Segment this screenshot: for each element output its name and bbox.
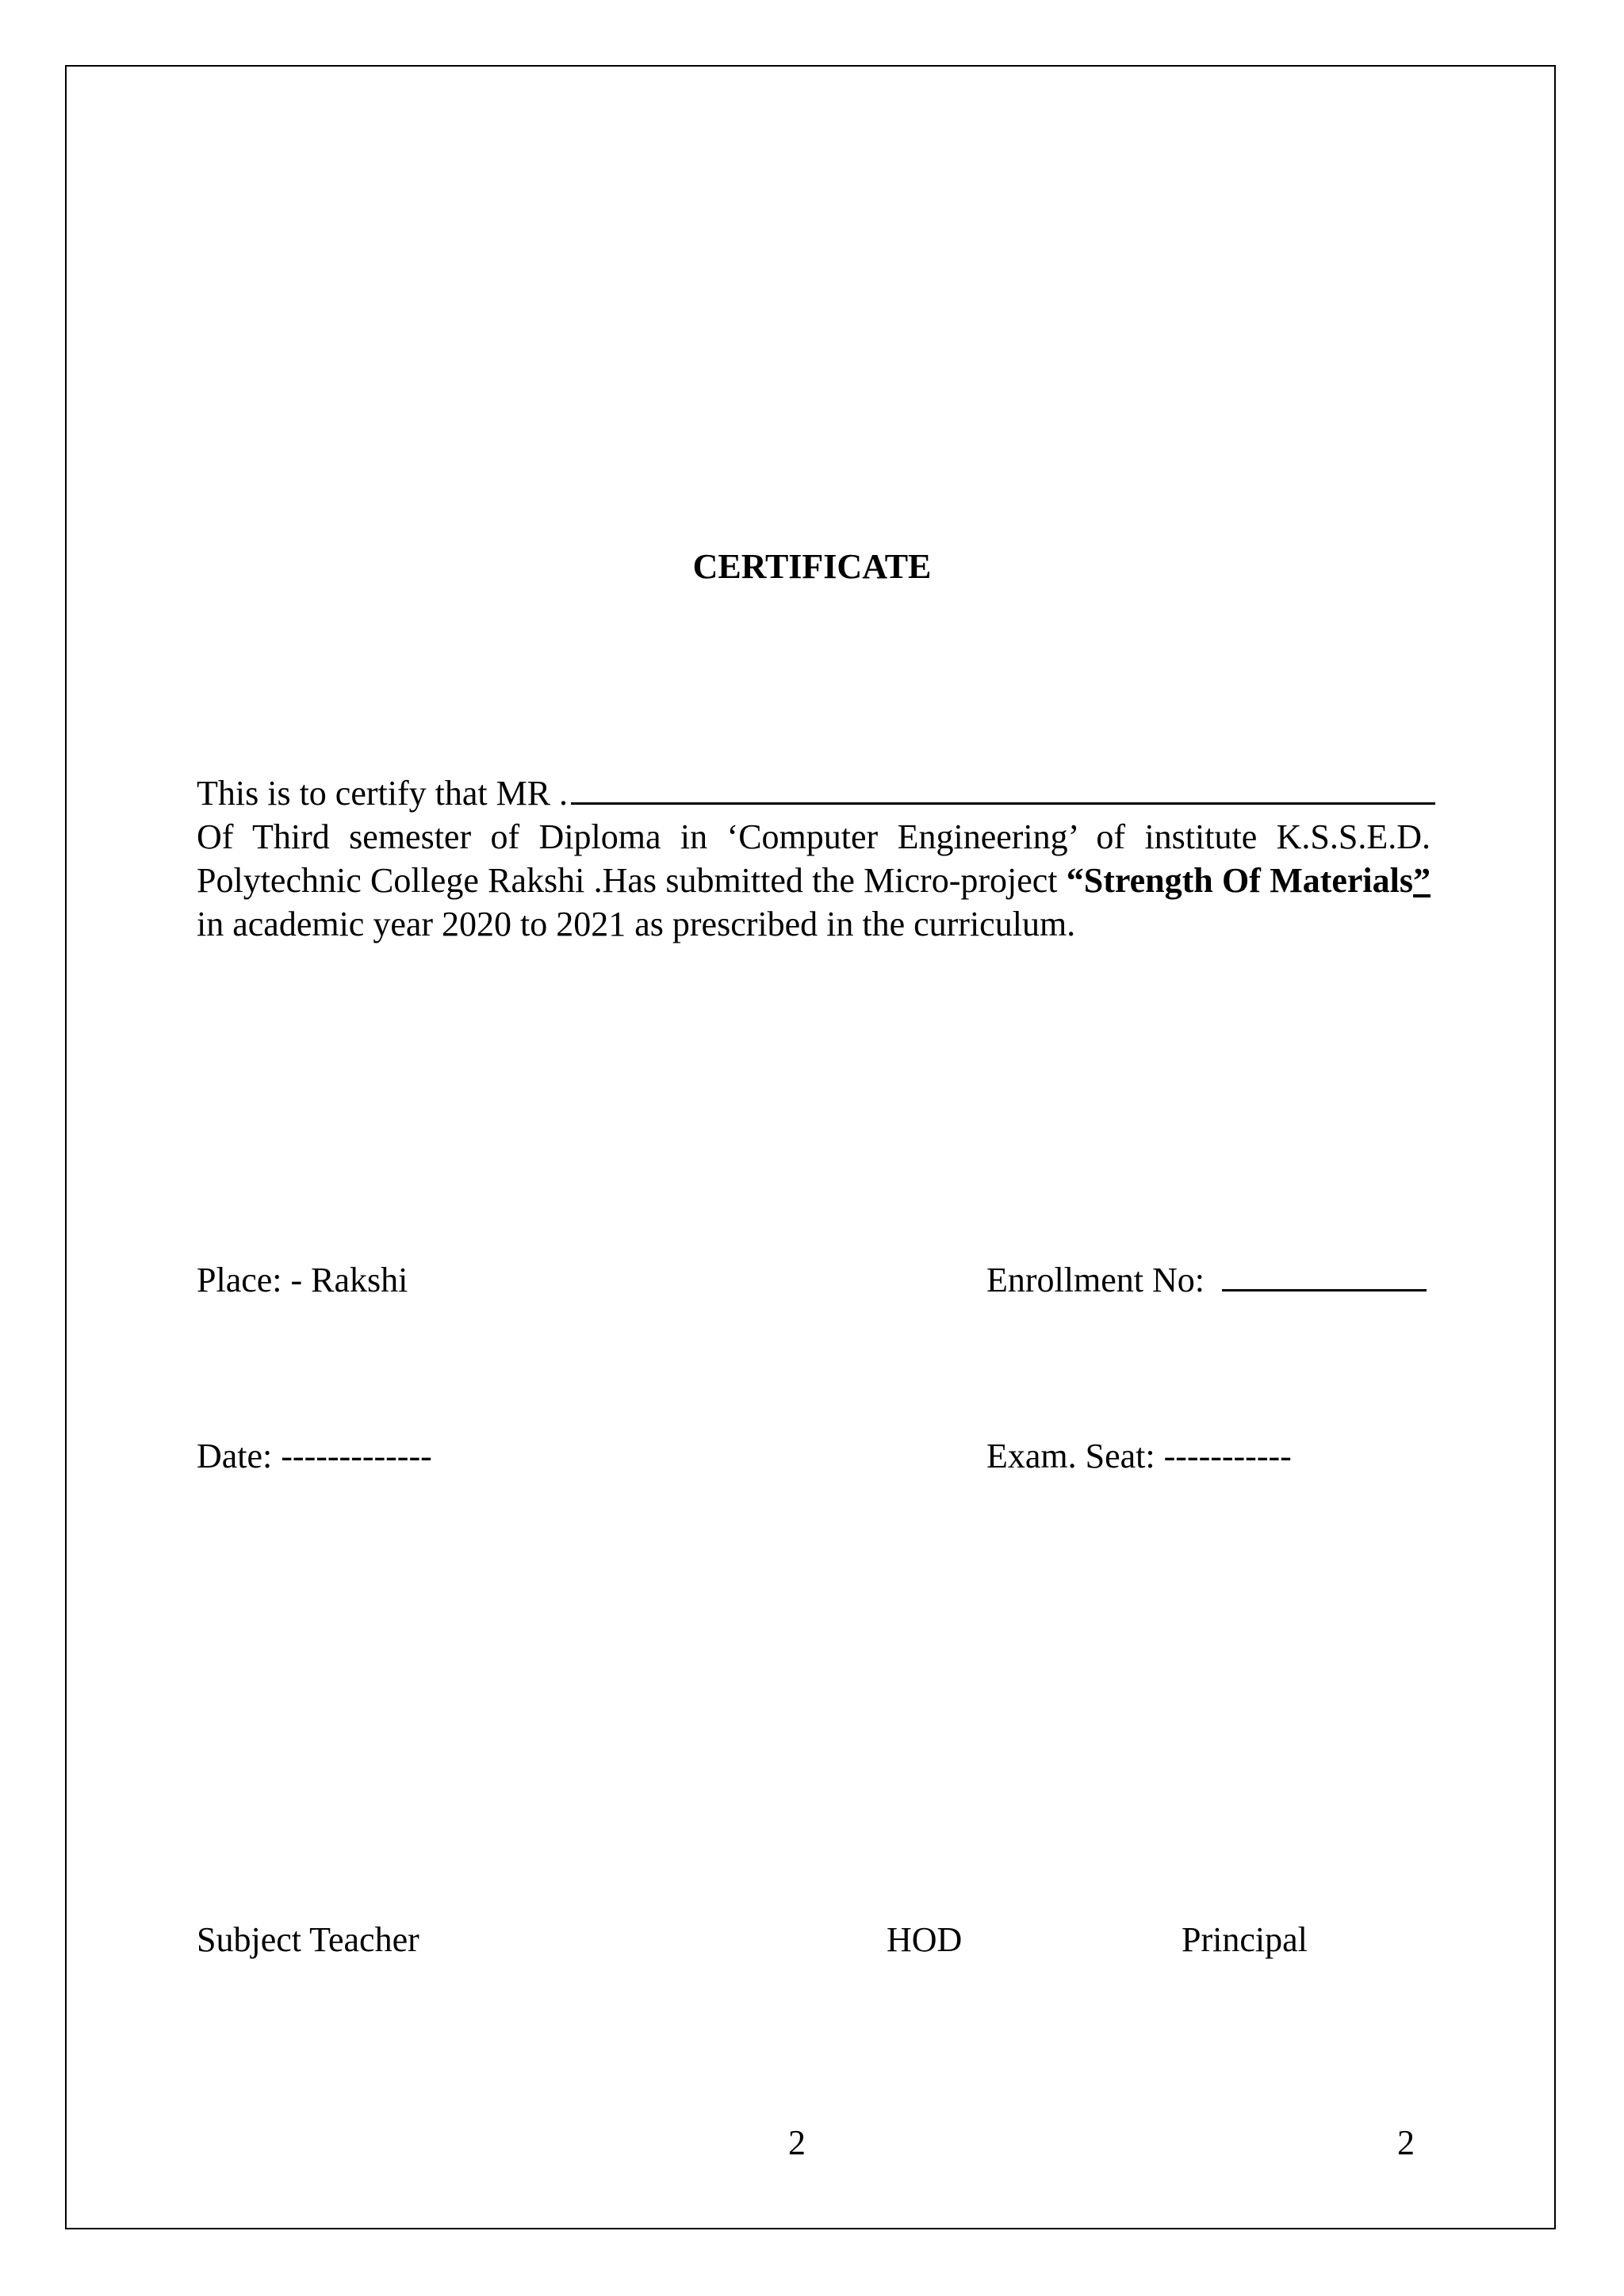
project-name-text: “Strength Of Materials <box>1066 861 1414 900</box>
certify-intro: This is to certify that MR . <box>197 774 569 813</box>
paragraph-part-2: in academic year 2020 to 2021 as prescribed in the curriculum. <box>197 905 1076 943</box>
page-number-center: 2 <box>788 2123 806 2162</box>
date-label: Date: ------------- <box>197 1437 432 1475</box>
principal-signature: Principal <box>1182 1920 1308 1959</box>
project-close-quote: ” <box>1413 861 1431 900</box>
certificate-title: CERTIFICATE <box>692 547 932 586</box>
enrollment-row <box>986 1261 1427 1300</box>
enrollment-blank <box>1222 1261 1427 1292</box>
subject-teacher-signature: Subject Teacher <box>197 1920 419 1959</box>
paragraph-part-1: Of Third semester of Diploma in ‘Computer Engineering’ of institute K.S.S.E.D. Polytechnic College Rakshi .Has submitted the Micro-project <box>197 817 1431 900</box>
student-name-blank <box>571 771 1435 805</box>
exam-seat-label: Exam. Seat: ----------- <box>986 1437 1292 1475</box>
page-number-right: 2 <box>1397 2123 1415 2162</box>
certificate-body <box>197 771 1431 946</box>
hod-signature: HOD <box>887 1920 963 1959</box>
place-label: Place: - Rakshi <box>197 1261 408 1299</box>
project-name <box>1067 861 1431 900</box>
certificate-paragraph <box>197 815 1431 946</box>
enrollment-label: Enrollment No: <box>986 1261 1205 1299</box>
certify-line <box>197 771 1431 815</box>
page-border <box>65 65 1556 2229</box>
